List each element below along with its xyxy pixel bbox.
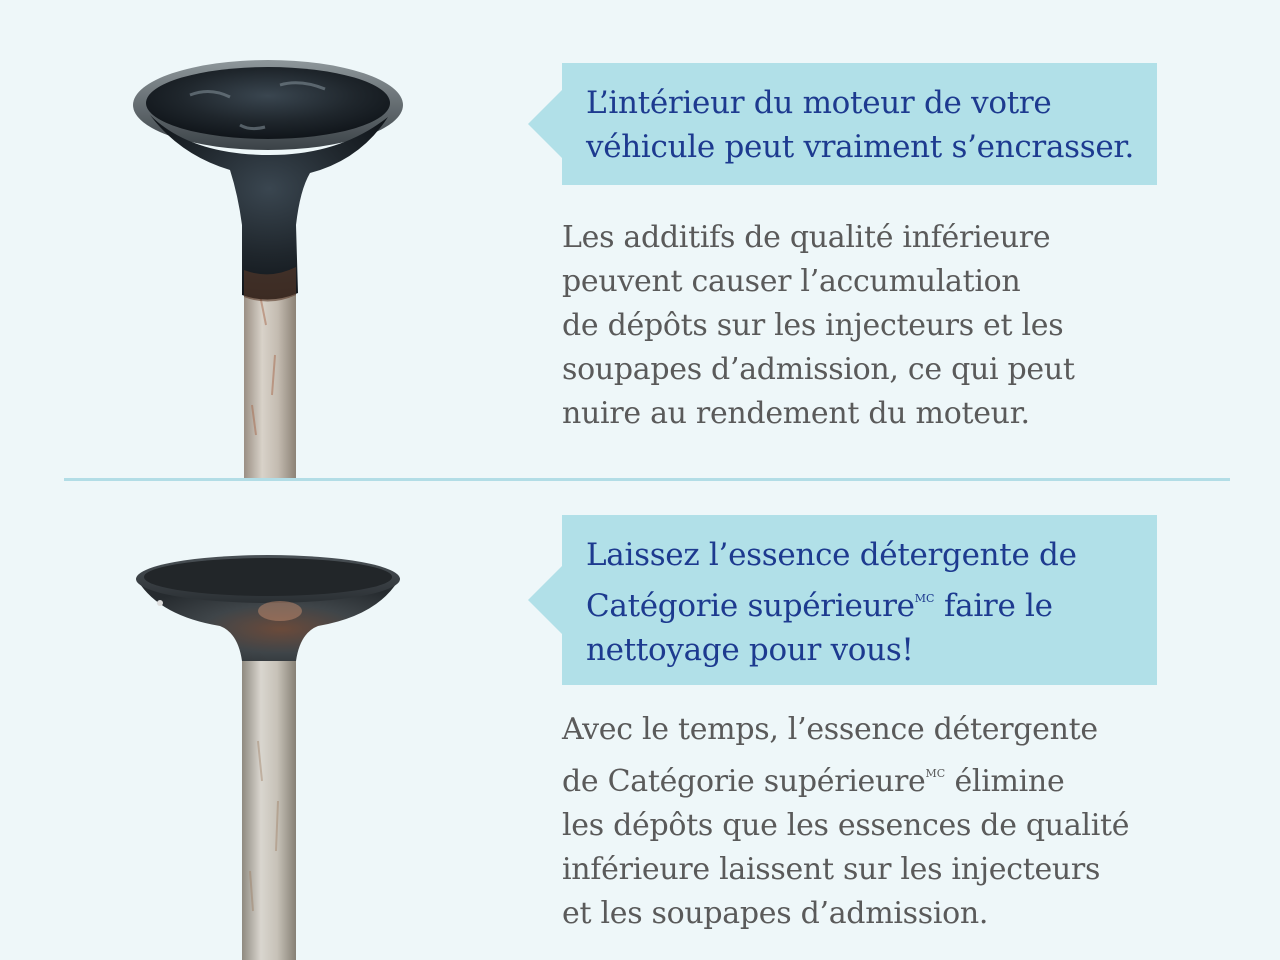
callout-line: véhicule peut vraiment s’encrasser.	[586, 129, 1135, 165]
after-section	[0, 481, 1280, 960]
clean-engine-callout	[562, 515, 1157, 685]
body-line: Avec le temps, l’essence détergente	[562, 712, 1098, 747]
body-line: les dépôts que les essences de qualité	[562, 808, 1130, 843]
trademark-mark: MC	[925, 767, 946, 780]
callout-line: nettoyage pour vous!	[586, 632, 914, 668]
dirty-engine-callout	[562, 63, 1157, 185]
body-line: de dépôts sur les injecteurs et les	[562, 308, 1064, 343]
callout-line: L’intérieur du moteur de votre	[586, 85, 1052, 121]
body-line	[562, 752, 1202, 804]
callout-text: faire le	[934, 588, 1053, 624]
clean-valve-image	[120, 541, 420, 960]
body-line: Les additifs de qualité inférieure	[562, 220, 1051, 255]
deposits-explanation	[562, 216, 1202, 436]
body-line: soupapes d’admission, ce qui peut	[562, 352, 1075, 387]
callout-line	[586, 577, 1137, 628]
cleaning-explanation	[562, 708, 1202, 936]
body-line: nuire au rendement du moteur.	[562, 396, 1030, 431]
body-line: et les soupapes d’admission.	[562, 896, 989, 931]
body-text: élimine	[945, 764, 1065, 799]
body-line: peuvent causer l’accumulation	[562, 264, 1021, 299]
body-line: inférieure laissent sur les injecteurs	[562, 852, 1101, 887]
callout-text: Catégorie supérieure	[586, 588, 915, 624]
trademark-mark: MC	[914, 592, 935, 605]
body-text: de Catégorie supérieure	[562, 764, 926, 799]
callout-line: Laissez l’essence détergente de	[586, 537, 1077, 573]
dirty-valve-image	[120, 55, 420, 480]
